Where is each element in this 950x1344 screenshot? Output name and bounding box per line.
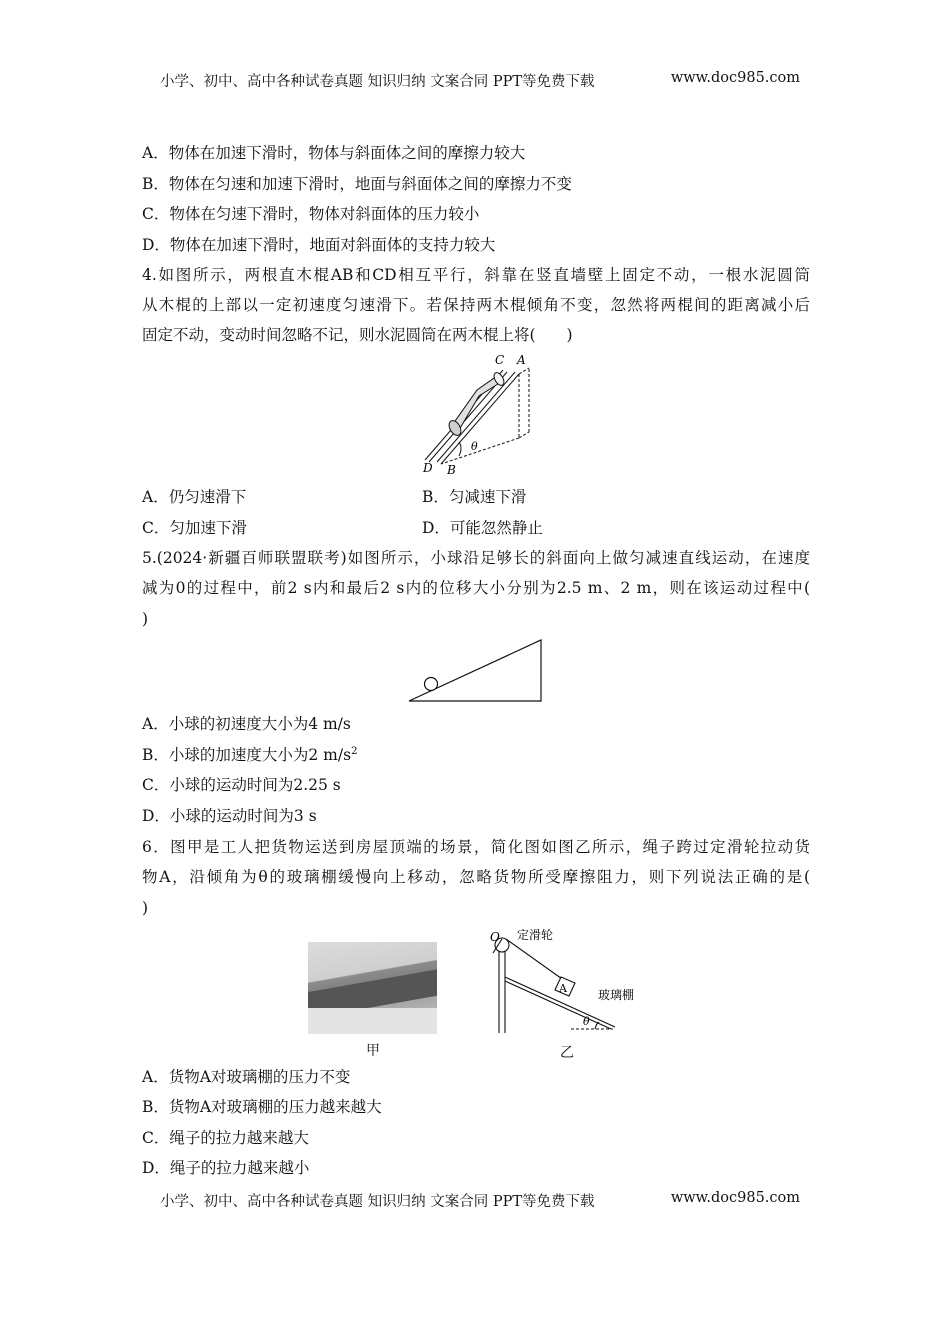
q4-figure-sticks: [415, 352, 535, 477]
label-a: A: [517, 353, 526, 367]
q3-option-b: B．物体在匀速和加速下滑时，地面与斜面体之间的摩擦力不变: [142, 175, 572, 193]
q6-stem-line2: 物A，沿倾角为θ的玻璃棚缓慢向上移动，忽略货物所受摩擦阻力，则下列说法正确的是(: [142, 868, 810, 886]
photo-wall: [308, 1008, 437, 1034]
footer-url: www.doc985.com: [670, 1190, 800, 1206]
label-theta-2: θ: [583, 1015, 590, 1028]
q5-figure-incline: [405, 636, 545, 706]
q4-stem-line2: 从木棍的上部以一定初速度匀速滑下。若保持两木棍倾角不变，忽然将两棍间的距离减小后: [142, 296, 810, 314]
photo-jia: [308, 942, 437, 1034]
label-o: O: [490, 930, 500, 944]
q4-option-a: A．仍匀速滑下: [142, 488, 247, 506]
q6-option-c: C．绳子的拉力越来越大: [142, 1129, 309, 1147]
caption-jia: 甲: [366, 1043, 380, 1059]
q5-option-b-text: B．小球的加速度大小为2 m/s: [142, 746, 352, 764]
q5-option-b: [142, 745, 357, 765]
label-glass-shed: 玻璃棚: [598, 988, 635, 1002]
label-c: C: [495, 353, 505, 367]
footer-left-text: 小学、初中、高中各种试卷真题 知识归纳 文案合同 PPT等免费下载: [160, 1194, 595, 1210]
page-header: [160, 70, 800, 91]
q4-option-d: D．可能忽然静止: [422, 519, 543, 537]
q5-stem-line2: 减为0的过程中，前2 s内和最后2 s内的位移大小分别为2.5 m、2 m，则在该运动过程中(: [142, 579, 810, 597]
q4-stem-line3: 固定不动，变动时间忽略不记，则水泥圆筒在两木棍上将( ): [142, 326, 573, 344]
q5-stem-line3: ): [142, 610, 149, 628]
q6-stem-line3: ): [142, 899, 149, 917]
q5-option-d: D．小球的运动时间为3 s: [142, 807, 317, 825]
q6-stem-line1: 6．图甲是工人把货物运送到房屋顶端的场景，简化图如图乙所示，绳子跨过定滑轮拉动货: [142, 838, 810, 856]
page-footer: [160, 1190, 800, 1211]
q3-option-c: C．物体在匀速下滑时，物体对斜面体的压力较小: [142, 205, 480, 223]
caption-yi: 乙: [560, 1045, 574, 1061]
label-d: D: [423, 461, 433, 475]
header-url: www.doc985.com: [670, 70, 800, 86]
ball-icon: [425, 678, 438, 691]
q5-option-b-superscript: 2: [351, 745, 358, 757]
q3-option-d: D．物体在加速下滑时，地面对斜面体的支持力较大: [142, 236, 496, 254]
cement-cylinder: [447, 371, 506, 437]
q4-option-c: C．匀加速下滑: [142, 519, 247, 537]
q5-option-c: C．小球的运动时间为2.25 s: [142, 776, 341, 794]
q6-figure-pulley: [485, 925, 650, 1037]
q5-option-a: A．小球的初速度大小为4 m/s: [142, 715, 351, 733]
label-b: B: [447, 463, 456, 477]
header-left-text: 小学、初中、高中各种试卷真题 知识归纳 文案合同 PPT等免费下载: [160, 74, 595, 90]
q5-stem-line1: 5.(2024·新疆百师联盟联考)如图所示，小球沿足够长的斜面向上做匀减速直线运动，在速度: [142, 549, 810, 567]
label-a-block: A: [559, 982, 567, 995]
label-pulley: 定滑轮: [517, 928, 554, 942]
q6-option-a: A．货物A对玻璃棚的压力不变: [142, 1068, 351, 1086]
label-theta: θ: [471, 440, 478, 453]
q3-option-a: A．物体在加速下滑时，物体与斜面体之间的摩擦力较大: [142, 144, 526, 162]
q4-option-b: B．匀减速下滑: [422, 488, 527, 506]
q6-option-d: D．绳子的拉力越来越小: [142, 1159, 310, 1177]
q4-stem-line1: 4.如图所示，两根直木棍AB和CD相互平行，斜靠在竖直墙壁上固定不动，一根水泥圆筒: [142, 266, 810, 284]
q6-option-b: B．货物A对玻璃棚的压力越来越大: [142, 1098, 382, 1116]
